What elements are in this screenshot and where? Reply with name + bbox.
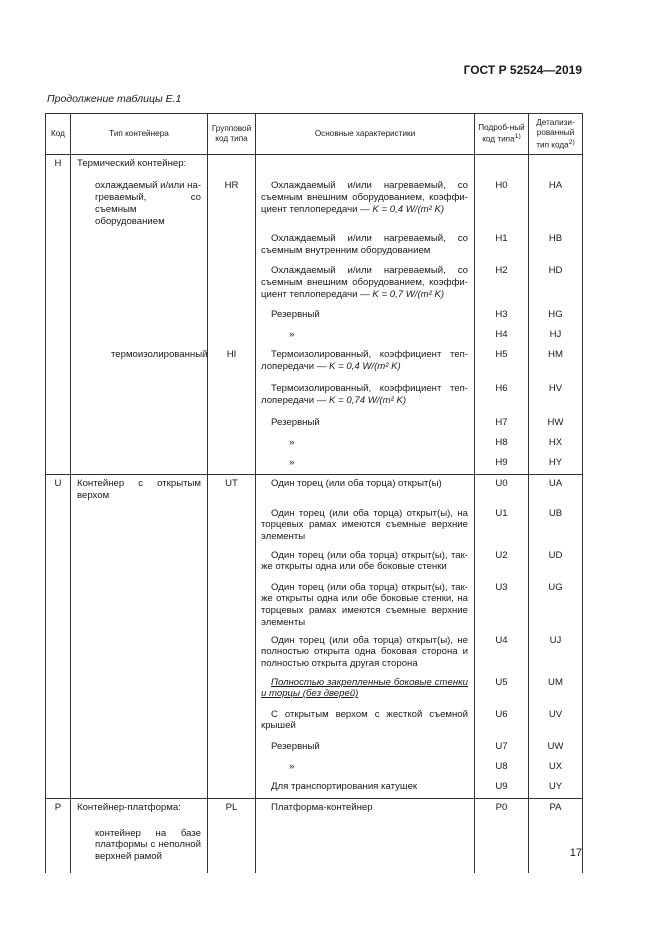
table-row	[46, 326, 583, 346]
cell-code	[46, 632, 71, 674]
table-row	[46, 825, 583, 873]
cell-detailed-code	[475, 155, 529, 178]
header-detailed	[475, 114, 529, 155]
cell-detailed-code: H9	[475, 454, 529, 475]
cell-sub-code: PA	[529, 798, 583, 825]
cell-chars-main: Охлаждаемый и/или нагреваемый, со съемным внешним оборудованием, коэффициент теплопередачи —	[261, 180, 468, 215]
cell-chars	[256, 674, 475, 706]
cell-type-text: Контейнер-платформа:	[77, 801, 181, 813]
table-caption: Продолжение таблицы Е.1	[47, 93, 182, 105]
cell-chars-text	[261, 383, 468, 406]
cell-code	[46, 825, 71, 873]
cell-chars	[256, 547, 475, 579]
table-row	[46, 230, 583, 262]
cell-code	[46, 778, 71, 799]
cell-group	[208, 454, 256, 475]
table-row	[46, 434, 583, 454]
cell-sub-code: UY	[529, 778, 583, 799]
cell-group	[208, 262, 256, 306]
cell-sub-code: UW	[529, 738, 583, 758]
cell-group: HI	[208, 346, 256, 380]
cell-group	[208, 380, 256, 414]
table-row	[46, 475, 583, 505]
cell-group	[208, 434, 256, 454]
cell-detailed-code	[475, 825, 529, 873]
table-row	[46, 380, 583, 414]
cell-chars	[256, 306, 475, 326]
cell-group	[208, 825, 256, 873]
table-header-row	[46, 114, 583, 155]
cell-code	[46, 434, 71, 454]
cell-code: H	[46, 155, 71, 178]
cell-detailed-code: U6	[475, 706, 529, 738]
header-detailed-note: 1)	[514, 133, 521, 141]
cell-sub-code: UX	[529, 758, 583, 778]
cell-chars-coefficient: K = 0,4 W/(m² K)	[372, 203, 445, 215]
cell-chars	[256, 475, 475, 505]
cell-group	[208, 674, 256, 706]
cell-chars	[256, 177, 475, 230]
cell-sub-code: HD	[529, 262, 583, 306]
cell-sub-code: UB	[529, 505, 583, 547]
cell-group	[208, 505, 256, 547]
cell-chars	[256, 434, 475, 454]
cell-type	[71, 547, 208, 579]
cell-type	[71, 579, 208, 632]
cell-chars-coefficient: K = 0,74 W/(m² K)	[329, 395, 407, 406]
cell-chars	[256, 798, 475, 825]
cell-chars	[256, 579, 475, 632]
cell-detailed-code: U9	[475, 778, 529, 799]
header-type: Тип контейнера	[71, 114, 208, 155]
cell-sub-code: UD	[529, 547, 583, 579]
cell-code	[46, 579, 71, 632]
cell-group	[208, 547, 256, 579]
cell-chars-text: »	[289, 760, 295, 772]
cell-detailed-code: H3	[475, 306, 529, 326]
table-row	[46, 706, 583, 738]
cell-detailed-code: U1	[475, 505, 529, 547]
cell-detailed-code: H1	[475, 230, 529, 262]
cell-chars-text: Платформа-контейнер	[271, 801, 373, 813]
cell-chars	[256, 326, 475, 346]
cell-group	[208, 778, 256, 799]
cell-sub-code: UV	[529, 706, 583, 738]
cell-code: U	[46, 475, 71, 505]
cell-chars-text: »	[289, 457, 295, 469]
cell-type	[71, 177, 208, 230]
header-sub-text: Детализи-рованный тип кода	[536, 118, 575, 150]
table-row	[46, 674, 583, 706]
cell-type	[71, 706, 208, 738]
cell-detailed-code: P0	[475, 798, 529, 825]
cell-type	[71, 738, 208, 758]
table-row	[46, 306, 583, 326]
cell-sub-code: UA	[529, 475, 583, 505]
cell-type	[71, 758, 208, 778]
cell-group	[208, 230, 256, 262]
table-row	[46, 632, 583, 674]
header-group: Групповой код типа	[208, 114, 256, 155]
cell-chars	[256, 380, 475, 414]
container-type-table	[45, 113, 583, 873]
page-number: 17	[569, 847, 582, 859]
cell-code	[46, 326, 71, 346]
table-row	[46, 547, 583, 579]
cell-detailed-code: U3	[475, 579, 529, 632]
cell-type	[71, 434, 208, 454]
cell-chars	[256, 706, 475, 738]
cell-sub-code: UM	[529, 674, 583, 706]
cell-sub-code: HY	[529, 454, 583, 475]
cell-type-text: термоизолированный	[111, 349, 208, 361]
cell-chars-text: »	[289, 437, 295, 449]
table-row	[46, 262, 583, 306]
cell-chars-text	[261, 265, 468, 300]
cell-detailed-code: U5	[475, 674, 529, 706]
header-code: Код	[46, 114, 71, 155]
cell-sub-code: HJ	[529, 326, 583, 346]
header-detailed-text: Подроб-ный код типа	[478, 123, 525, 145]
cell-chars	[256, 632, 475, 674]
cell-chars-text: Охлаждаемый и/или нагреваемый, со съемным внутренним оборудованием	[261, 233, 468, 256]
cell-type	[71, 674, 208, 706]
cell-sub-code: HM	[529, 346, 583, 380]
cell-chars	[256, 346, 475, 380]
cell-group	[208, 326, 256, 346]
cell-type-text: Контейнер с открытым верхом	[77, 478, 201, 501]
cell-detailed-code: H6	[475, 380, 529, 414]
cell-type-text: контейнер на базе платформы с неполной верхней рамой	[95, 827, 201, 862]
table-row	[46, 177, 583, 230]
cell-group	[208, 706, 256, 738]
cell-group	[208, 414, 256, 434]
cell-type	[71, 230, 208, 262]
cell-detailed-code: U0	[475, 475, 529, 505]
cell-detailed-code: H0	[475, 177, 529, 230]
cell-group	[208, 579, 256, 632]
cell-detailed-code: H4	[475, 326, 529, 346]
cell-sub-code: HA	[529, 177, 583, 230]
cell-group	[208, 758, 256, 778]
cell-type	[71, 155, 208, 178]
table-row	[46, 414, 583, 434]
table-row	[46, 454, 583, 475]
cell-type	[71, 505, 208, 547]
cell-sub-code: UJ	[529, 632, 583, 674]
cell-code	[46, 380, 71, 414]
cell-chars-text: Резервный	[271, 417, 320, 429]
cell-sub-code: UG	[529, 579, 583, 632]
cell-chars-coefficient: K = 0,7 W/(m² K)	[372, 288, 445, 300]
cell-group: PL	[208, 798, 256, 825]
cell-type	[71, 262, 208, 306]
cell-code: P	[46, 798, 71, 825]
cell-group	[208, 155, 256, 178]
cell-code	[46, 346, 71, 380]
cell-chars-text: С открытым верхом с жесткой съемной крышей	[261, 708, 468, 732]
cell-code	[46, 547, 71, 579]
cell-chars-main: Термоизолированный, коэффициент теплопередачи —	[261, 383, 468, 406]
cell-type	[71, 326, 208, 346]
cell-type-text: охлаждаемый и/или нагреваемый, со съемным оборудованием	[95, 180, 202, 227]
cell-group: HR	[208, 177, 256, 230]
cell-chars-text: »	[289, 329, 295, 341]
cell-sub-code: HW	[529, 414, 583, 434]
cell-chars-text: Для транспортирования катушек	[271, 780, 418, 792]
cell-chars	[256, 454, 475, 475]
cell-chars	[256, 738, 475, 758]
cell-chars-text: Один торец (или оба торца) открыт(ы)	[271, 478, 442, 490]
cell-type	[71, 306, 208, 326]
cell-code	[46, 706, 71, 738]
cell-chars	[256, 825, 475, 873]
cell-type	[71, 414, 208, 434]
cell-type	[71, 475, 208, 505]
cell-group: UT	[208, 475, 256, 505]
cell-type	[71, 346, 208, 380]
cell-detailed-code: H8	[475, 434, 529, 454]
cell-chars-main: Термоизолированный, коэффициент теплопередачи —	[261, 349, 468, 372]
cell-code	[46, 758, 71, 778]
cell-chars-text: Один торец (или оба торца) открыт(ы), также открыты одна или обе боковые стенки	[261, 549, 468, 573]
header-chars: Основные характеристики	[256, 114, 475, 155]
cell-detailed-code: H7	[475, 414, 529, 434]
cell-group	[208, 306, 256, 326]
cell-code	[46, 414, 71, 434]
cell-chars	[256, 230, 475, 262]
table-row	[46, 155, 583, 178]
standard-number: ГОСТ Р 52524—2019	[463, 63, 582, 77]
cell-detailed-code: U4	[475, 632, 529, 674]
cell-type	[71, 632, 208, 674]
cell-chars	[256, 758, 475, 778]
cell-chars	[256, 262, 475, 306]
cell-sub-code	[529, 155, 583, 178]
cell-code	[46, 262, 71, 306]
cell-chars	[256, 414, 475, 434]
cell-group	[208, 632, 256, 674]
cell-type	[71, 380, 208, 414]
cell-type	[71, 778, 208, 799]
cell-sub-code: HX	[529, 434, 583, 454]
cell-detailed-code: H2	[475, 262, 529, 306]
cell-chars-text: Резервный	[271, 740, 320, 752]
cell-chars-text: Один торец (или оба торца) открыт(ы), на торцевых рамах имеются съемные верхние элементы	[261, 507, 468, 543]
cell-chars-main: Охлаждаемый и/или нагреваемый, со съемным внешним оборудованием, коэффициент теплопередачи —	[261, 265, 468, 300]
table-row	[46, 579, 583, 632]
table-row	[46, 346, 583, 380]
cell-chars	[256, 505, 475, 547]
cell-detailed-code: U8	[475, 758, 529, 778]
cell-detailed-code: H5	[475, 346, 529, 380]
cell-chars-text: Один торец (или оба торца) открыт(ы), не полностью открыта одна боковая сторона и полностью открыта другая сторона	[261, 634, 468, 669]
table-row	[46, 738, 583, 758]
cell-type	[71, 825, 208, 873]
cell-type-text: Термический контейнер:	[77, 158, 187, 170]
cell-chars-text: Резервный	[271, 309, 320, 321]
table-row	[46, 505, 583, 547]
cell-chars-text	[261, 349, 468, 372]
cell-code	[46, 738, 71, 758]
cell-chars-text	[261, 180, 468, 215]
cell-code	[46, 177, 71, 230]
cell-type	[71, 454, 208, 475]
cell-code	[46, 674, 71, 706]
cell-chars	[256, 778, 475, 799]
cell-code	[46, 230, 71, 262]
cell-sub-code: HB	[529, 230, 583, 262]
cell-sub-code: HV	[529, 380, 583, 414]
header-sub-note: 2)	[568, 138, 575, 146]
table-row	[46, 798, 583, 825]
cell-code	[46, 306, 71, 326]
cell-detailed-code: U2	[475, 547, 529, 579]
table-row	[46, 758, 583, 778]
cell-code	[46, 454, 71, 475]
cell-detailed-code: U7	[475, 738, 529, 758]
cell-type	[71, 798, 208, 825]
cell-sub-code: HG	[529, 306, 583, 326]
cell-group	[208, 738, 256, 758]
cell-chars-text: Один торец (или оба торца) открыт(ы), также открыты одна или обе боковые стенки, на торцевых рамах имеются съемные верхние элементы	[261, 581, 468, 628]
cell-chars-text: Полностью закрепленные боковые стенки и торцы (без дверей)	[261, 676, 468, 700]
header-sub	[529, 114, 583, 155]
cell-chars-coefficient: K = 0,4 W/(m² K)	[329, 361, 401, 372]
cell-code	[46, 505, 71, 547]
cell-chars	[256, 155, 475, 178]
table-row	[46, 778, 583, 799]
